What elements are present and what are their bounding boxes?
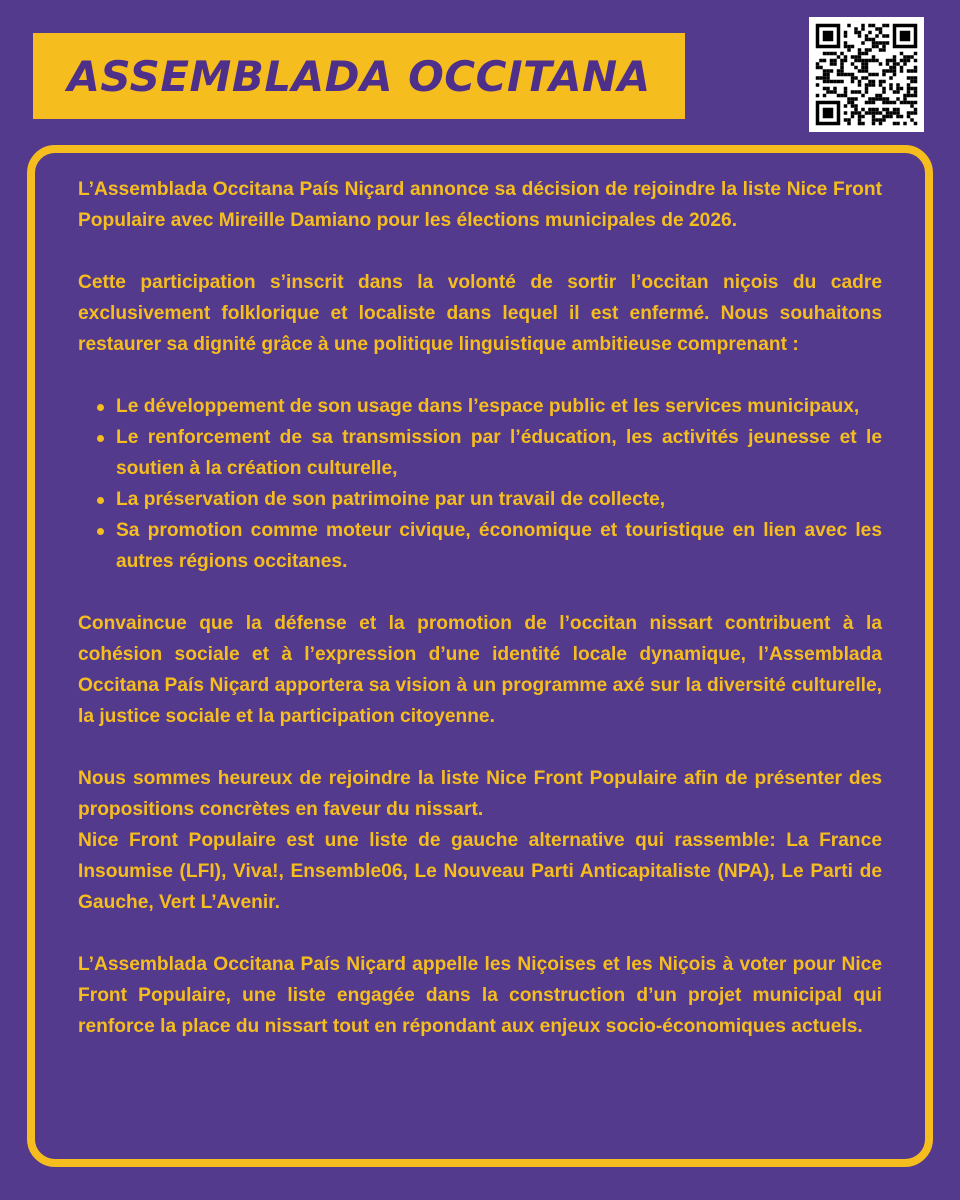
paragraph-intro: L’Assemblada Occitana País Niçard annonce sa décision de rejoindre la liste Nice Front Populaire avec Mireille Damiano pour les élections municipales de 2026. <box>78 179 882 231</box>
page-title: ASSEMBLADA OCCITANA <box>67 51 651 101</box>
qr-code-graphic <box>809 17 924 132</box>
bullet-icon <box>97 528 104 535</box>
list-item: Sa promotion comme moteur civique, économique et touristique en lien avec les autres régions occitanes. <box>116 515 882 577</box>
bullet-icon <box>97 435 104 442</box>
list-item: Le renforcement de sa transmission par l’éducation, les activités jeunesse et le soutien à la création culturelle, <box>116 422 882 484</box>
title-banner <box>33 33 685 119</box>
announcement-text <box>78 174 882 1042</box>
policy-list <box>78 391 882 577</box>
qr-code-icon[interactable] <box>809 17 924 132</box>
paragraph-conviction: Convaincue que la défense et la promotion de l’occitan nissart contribuent à la cohésion sociale et à l’expression d’une identité locale dynamique, l’Assemblada Occitana País Niçard apportera sa vision à un programme axé sur la diversité culturelle, la justice sociale et la participation citoyenne. <box>78 613 882 727</box>
paragraph-join: Nous sommes heureux de rejoindre la liste Nice Front Populaire afin de présenter des propositions concrètes en faveur du nissart. <box>78 768 882 820</box>
paragraph-participation: Cette participation s’inscrit dans la volonté de sortir l’occitan niçois du cadre exclusivement folklorique et localiste dans lequel il est enfermé. Nous souhaitons restaurer sa dignité grâce à une politique linguistique ambitieuse comprenant : <box>78 272 882 355</box>
paragraph-call-to-vote: L’Assemblada Occitana País Niçard appelle les Niçoises et les Niçois à voter pour Nice Front Populaire, une liste engagée dans la construction d’un projet municipal qui renforce la place du nissart tout en répondant aux enjeux socio-économiques actuels. <box>78 954 882 1037</box>
bullet-icon <box>97 404 104 411</box>
list-item: Le développement de son usage dans l’espace public et les services municipaux, <box>116 391 882 422</box>
paragraph-coalition: Nice Front Populaire est une liste de gauche alternative qui rassemble: La France Insoumise (LFI), Viva!, Ensemble06, Le Nouveau Parti Anticapitaliste (NPA), Le Parti de Gauche, Vert L’Avenir. <box>78 830 882 913</box>
list-item: La préservation de son patrimoine par un travail de collecte, <box>116 484 882 515</box>
bullet-icon <box>97 497 104 504</box>
